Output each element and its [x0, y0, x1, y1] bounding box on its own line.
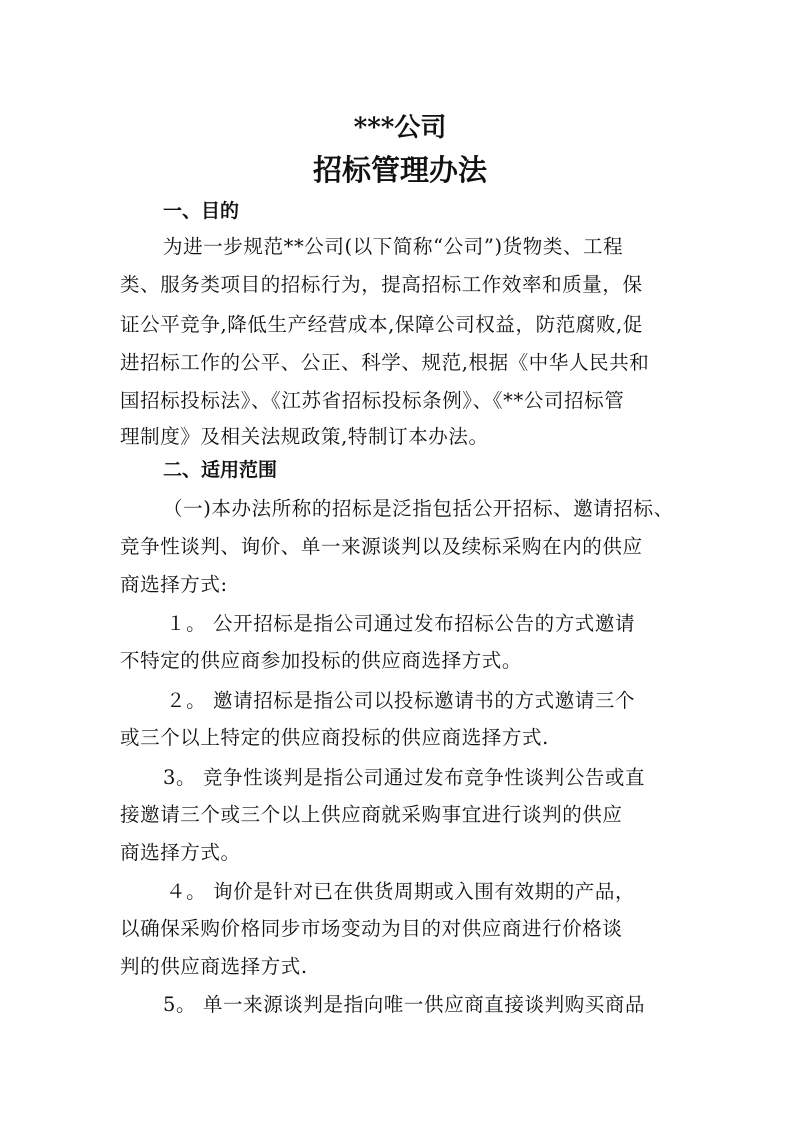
list-item-line: 以确保采购价格同步市场变动为目的对供应商进行价格谈 [120, 917, 623, 940]
list-item-line: １。 公开招标是指公司通过发布招标公告的方式邀请 [166, 612, 636, 635]
list-item-line: ４。 询价是针对已在供货周期或入围有效期的产品， [166, 880, 636, 903]
paragraph-line: 为进一步规范**公司(以下简称“公司”)货物类、工程 [163, 235, 624, 258]
list-item-line: ２。 邀请招标是指公司以投标邀请书的方式邀请三个 [166, 689, 636, 712]
list-item-line: 5。 单一来源谈判是指向唯一供应商直接谈判购买商品 [163, 993, 646, 1016]
list-item-line: 不特定的供应商参加投标的供应商选择方式。 [120, 649, 523, 672]
list-item-line: 3。 竞争性谈判是指公司通过发布竞争性谈判公告或直 [163, 766, 646, 789]
section-heading-scope: 二、适用范围 [163, 459, 278, 481]
paragraph-line: 理制度》及相关法规政策,特制订本办法。 [120, 425, 489, 448]
paragraph-line: 商选择方式: [120, 573, 228, 596]
section-heading-purpose: 一、目的 [163, 200, 240, 222]
paragraph-line: 证公平竞争,降低生产经营成本,保障公司权益，防范腐败,促 [120, 313, 643, 336]
paragraph-line: 竞争性谈判、询价、单一来源谈判以及续标采购在内的供应 [120, 535, 643, 558]
list-item-line: 接邀请三个或三个以上供应商就采购事宜进行谈判的供应 [120, 803, 623, 826]
document-title-company: ***公司 [353, 113, 447, 143]
document-title: 招标管理办法 [312, 153, 487, 187]
list-item-line: 或三个以上特定的供应商投标的供应商选择方式. [120, 726, 549, 749]
list-item-line: 商选择方式。 [120, 841, 241, 864]
paragraph-line: （一)本办法所称的招标是泛指包括公开招标、邀请招标、 [163, 497, 674, 520]
list-item-line: 判的供应商选择方式. [120, 955, 308, 978]
paragraph-line: 类、服务类项目的招标行为，提高招标工作效率和质量，保 [120, 273, 643, 296]
paragraph-line: 国招标投标法》、《江苏省招标投标条例》、《**公司招标管 [120, 389, 625, 412]
paragraph-line: 进招标工作的公平、公正、科学、规范,根据《中华人民共和 [120, 351, 650, 374]
